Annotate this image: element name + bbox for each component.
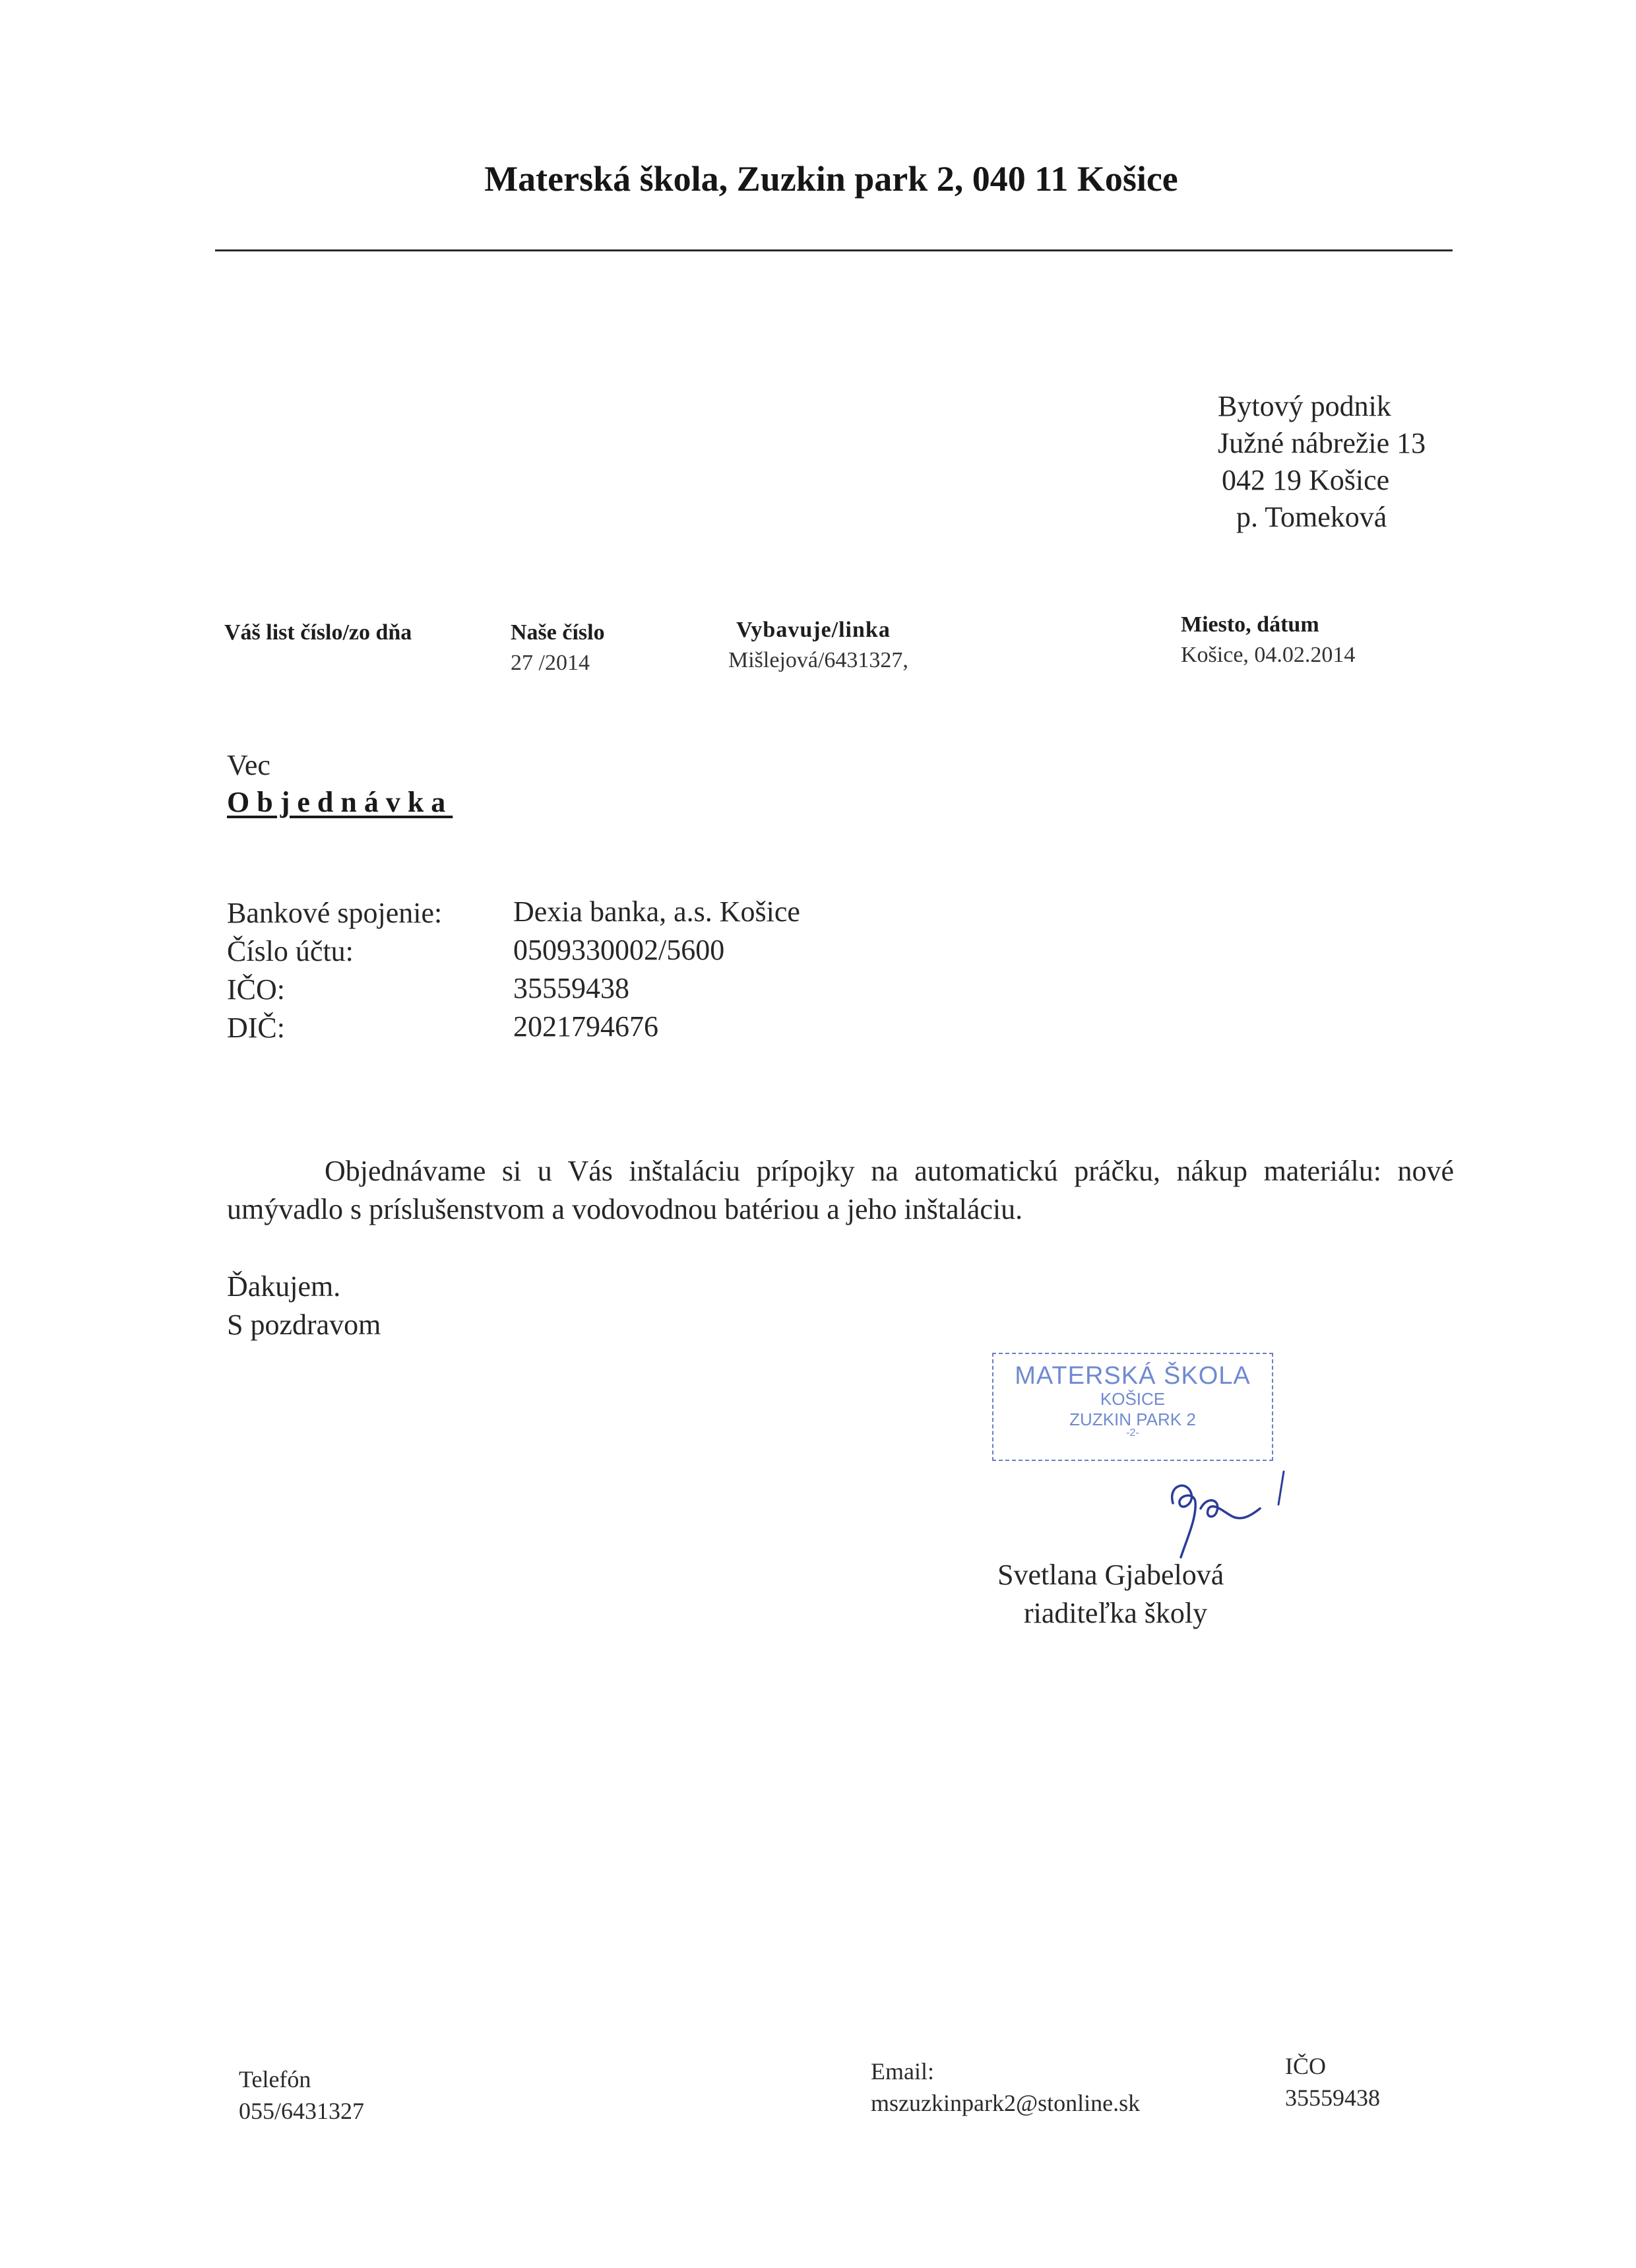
account-number-label: Číslo účtu: bbox=[227, 935, 354, 967]
school-stamp bbox=[992, 1353, 1273, 1461]
dic-label: DIČ: bbox=[227, 1012, 285, 1044]
our-number-value: 27 /2014 bbox=[511, 651, 590, 675]
stamp-line: ZUZKIN PARK 2 bbox=[1069, 1409, 1196, 1429]
bank-connection-value: Dexia banka, a.s. Košice bbox=[513, 895, 800, 928]
recipient-line: Južné nábrežie 13 bbox=[1218, 427, 1426, 459]
recipient-line: Bytový podnik bbox=[1218, 390, 1391, 422]
subject-title: Objednávka bbox=[227, 786, 453, 818]
recipient-line: 042 19 Košice bbox=[1222, 464, 1390, 496]
closing-thanks: Ďakujem. bbox=[227, 1270, 341, 1303]
closing-regards: S pozdravom bbox=[227, 1309, 381, 1341]
our-number-label: Naše číslo bbox=[511, 620, 605, 645]
recipient-address bbox=[1218, 388, 1426, 536]
signer-name: Svetlana Gjabelová bbox=[997, 1559, 1224, 1591]
order-body-text: Objednávame si u Vás inštaláciu prípojky na automatickú práčku, nákup materiálu: nové umývadlo s príslušenstvom a vodovodnou batériou a jeho inštaláciu. bbox=[227, 1155, 1454, 1225]
signer-role: riaditeľka školy bbox=[1024, 1597, 1208, 1629]
handled-by-value: Mišlejová/6431327, bbox=[728, 648, 908, 672]
footer-phone-value: 055/6431327 bbox=[239, 2098, 365, 2124]
subject-label: Vec bbox=[227, 749, 270, 781]
place-date-label: Miesto, dátum bbox=[1181, 612, 1319, 637]
stamp-line: MATERSKÁ ŠKOLA bbox=[1015, 1362, 1251, 1390]
bank-connection-label: Bankové spojenie: bbox=[227, 897, 443, 929]
signer-block bbox=[997, 1556, 1224, 1633]
letterhead-divider bbox=[215, 249, 1453, 251]
stamp-line: -2- bbox=[1126, 1427, 1139, 1439]
handled-by-label: Vybavuje/linka bbox=[736, 618, 891, 642]
handwritten-signature bbox=[1161, 1465, 1293, 1564]
footer-email-label: Email: bbox=[871, 2058, 934, 2085]
ico-label: IČO: bbox=[227, 973, 285, 1006]
account-number-value: 0509330002/5600 bbox=[513, 934, 725, 966]
footer-email-value: mszuzkinpark2@stonline.sk bbox=[871, 2090, 1141, 2116]
stamp-line: KOŠICE bbox=[1100, 1389, 1166, 1409]
recipient-line: p. Tomeková bbox=[1236, 501, 1387, 533]
dic-value: 2021794676 bbox=[513, 1010, 658, 1043]
footer-ico-value: 35559438 bbox=[1285, 2085, 1380, 2111]
place-date-value: Košice, 04.02.2014 bbox=[1181, 643, 1356, 667]
footer-ico-label: IČO bbox=[1285, 2053, 1326, 2079]
your-letter-label: Váš list číslo/zo dňa bbox=[224, 620, 412, 645]
letterhead-title: Materská škola, Zuzkin park 2, 040 11 Košice bbox=[484, 159, 1178, 199]
ico-value: 35559438 bbox=[513, 972, 629, 1004]
footer-phone-label: Telefón bbox=[239, 2066, 311, 2092]
